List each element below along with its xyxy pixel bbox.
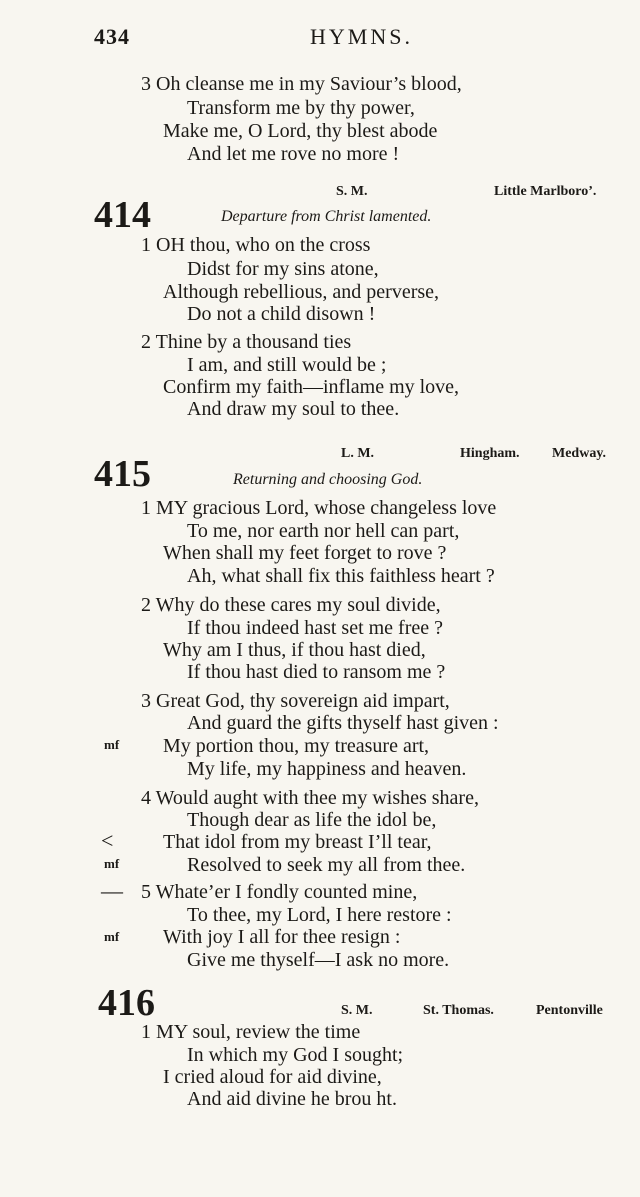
crescendo-mark: < — [101, 828, 114, 853]
verse-line: My portion thou, my treasure art, — [163, 735, 430, 757]
verse-line: Why am I thus, if thou hast died, — [163, 639, 426, 661]
verse-line: If thou indeed hast set me free ? — [187, 617, 444, 639]
verse-line: And aid divine he brou ht. — [187, 1088, 397, 1110]
verse-line: 5 Whate’er I fondly counted mine, — [141, 881, 418, 903]
dynamic-mark: mf — [104, 737, 120, 752]
hymn-meter: L. M. — [341, 446, 375, 461]
verse-line: 1 MY soul, review the time — [141, 1021, 361, 1043]
verse-line: In which my God I sought; — [187, 1044, 404, 1066]
verse-line: 3 Great God, thy sovereign aid impart, — [141, 690, 450, 712]
verse-line: 2 Thine by a thousand ties — [141, 331, 352, 353]
page-number: 434 — [94, 24, 130, 49]
verse-line: And let me rove no more ! — [187, 143, 400, 165]
verse-line: Ah, what shall fix this faithless heart ? — [187, 565, 495, 587]
tune-name: Little Marlboro’. — [494, 184, 597, 199]
verse-line: 1 MY gracious Lord, whose changeless love — [141, 497, 497, 519]
dynamic-mark: mf — [104, 929, 120, 944]
hymn-number: 415 — [94, 453, 151, 495]
hymn-subtitle: Returning and choosing God. — [233, 471, 423, 488]
verse-line: Do not a child disown ! — [187, 303, 376, 325]
verse-line: I am, and still would be ; — [187, 354, 387, 376]
verse-line: Give me thyself—I ask no more. — [187, 949, 450, 971]
verse-line: Transform me by thy power, — [187, 97, 415, 119]
verse-line: 1 OH thou, who on the cross — [141, 234, 371, 256]
verse-line: And draw my soul to thee. — [187, 398, 400, 420]
running-title: HYMNS. — [310, 24, 413, 49]
tune-name: Pentonville — [536, 1003, 603, 1018]
dynamic-mark: mf — [104, 856, 120, 871]
tune-name: Hingham. — [460, 446, 520, 461]
verse-line: Confirm my faith—inflame my love, — [163, 376, 460, 398]
verse-line: To thee, my Lord, I here restore : — [187, 904, 452, 926]
verse-line: If thou hast died to ransom me ? — [187, 661, 446, 683]
verse-line: My life, my happiness and heaven. — [187, 758, 467, 780]
hymn-meter: S. M. — [341, 1003, 373, 1018]
verse-line: When shall my feet forget to rove ? — [163, 542, 447, 564]
verse-line: Though dear as life the idol be, — [187, 809, 437, 831]
verse-line: To me, nor earth nor hell can part, — [187, 520, 460, 542]
verse-line: Didst for my sins atone, — [187, 258, 379, 280]
verse-line: That idol from my breast I’ll tear, — [163, 831, 432, 853]
hymn-number: 416 — [98, 982, 155, 1024]
hymn-subtitle: Departure from Christ lamented. — [221, 208, 432, 225]
verse-line: Although rebellious, and perverse, — [163, 281, 440, 303]
hymn-number: 414 — [94, 194, 151, 236]
dash-mark: — — [101, 878, 123, 903]
verse-line: 2 Why do these cares my soul divide, — [141, 594, 441, 616]
verse-line: Make me, O Lord, thy blest abode — [163, 120, 438, 142]
hymn-meter: S. M. — [336, 184, 368, 199]
tune-name: St. Thomas. — [423, 1003, 494, 1018]
tune-name: Medway. — [552, 446, 607, 461]
verse-line: I cried aloud for aid divine, — [163, 1066, 382, 1088]
verse-line: And guard the gifts thyself hast given : — [187, 712, 499, 734]
verse-line: 4 Would aught with thee my wishes share, — [141, 787, 479, 809]
verse-line: Resolved to seek my all from thee. — [187, 854, 466, 876]
verse-line: 3 Oh cleanse me in my Saviour’s blood, — [141, 73, 462, 95]
verse-line: With joy I all for thee resign : — [163, 926, 401, 948]
